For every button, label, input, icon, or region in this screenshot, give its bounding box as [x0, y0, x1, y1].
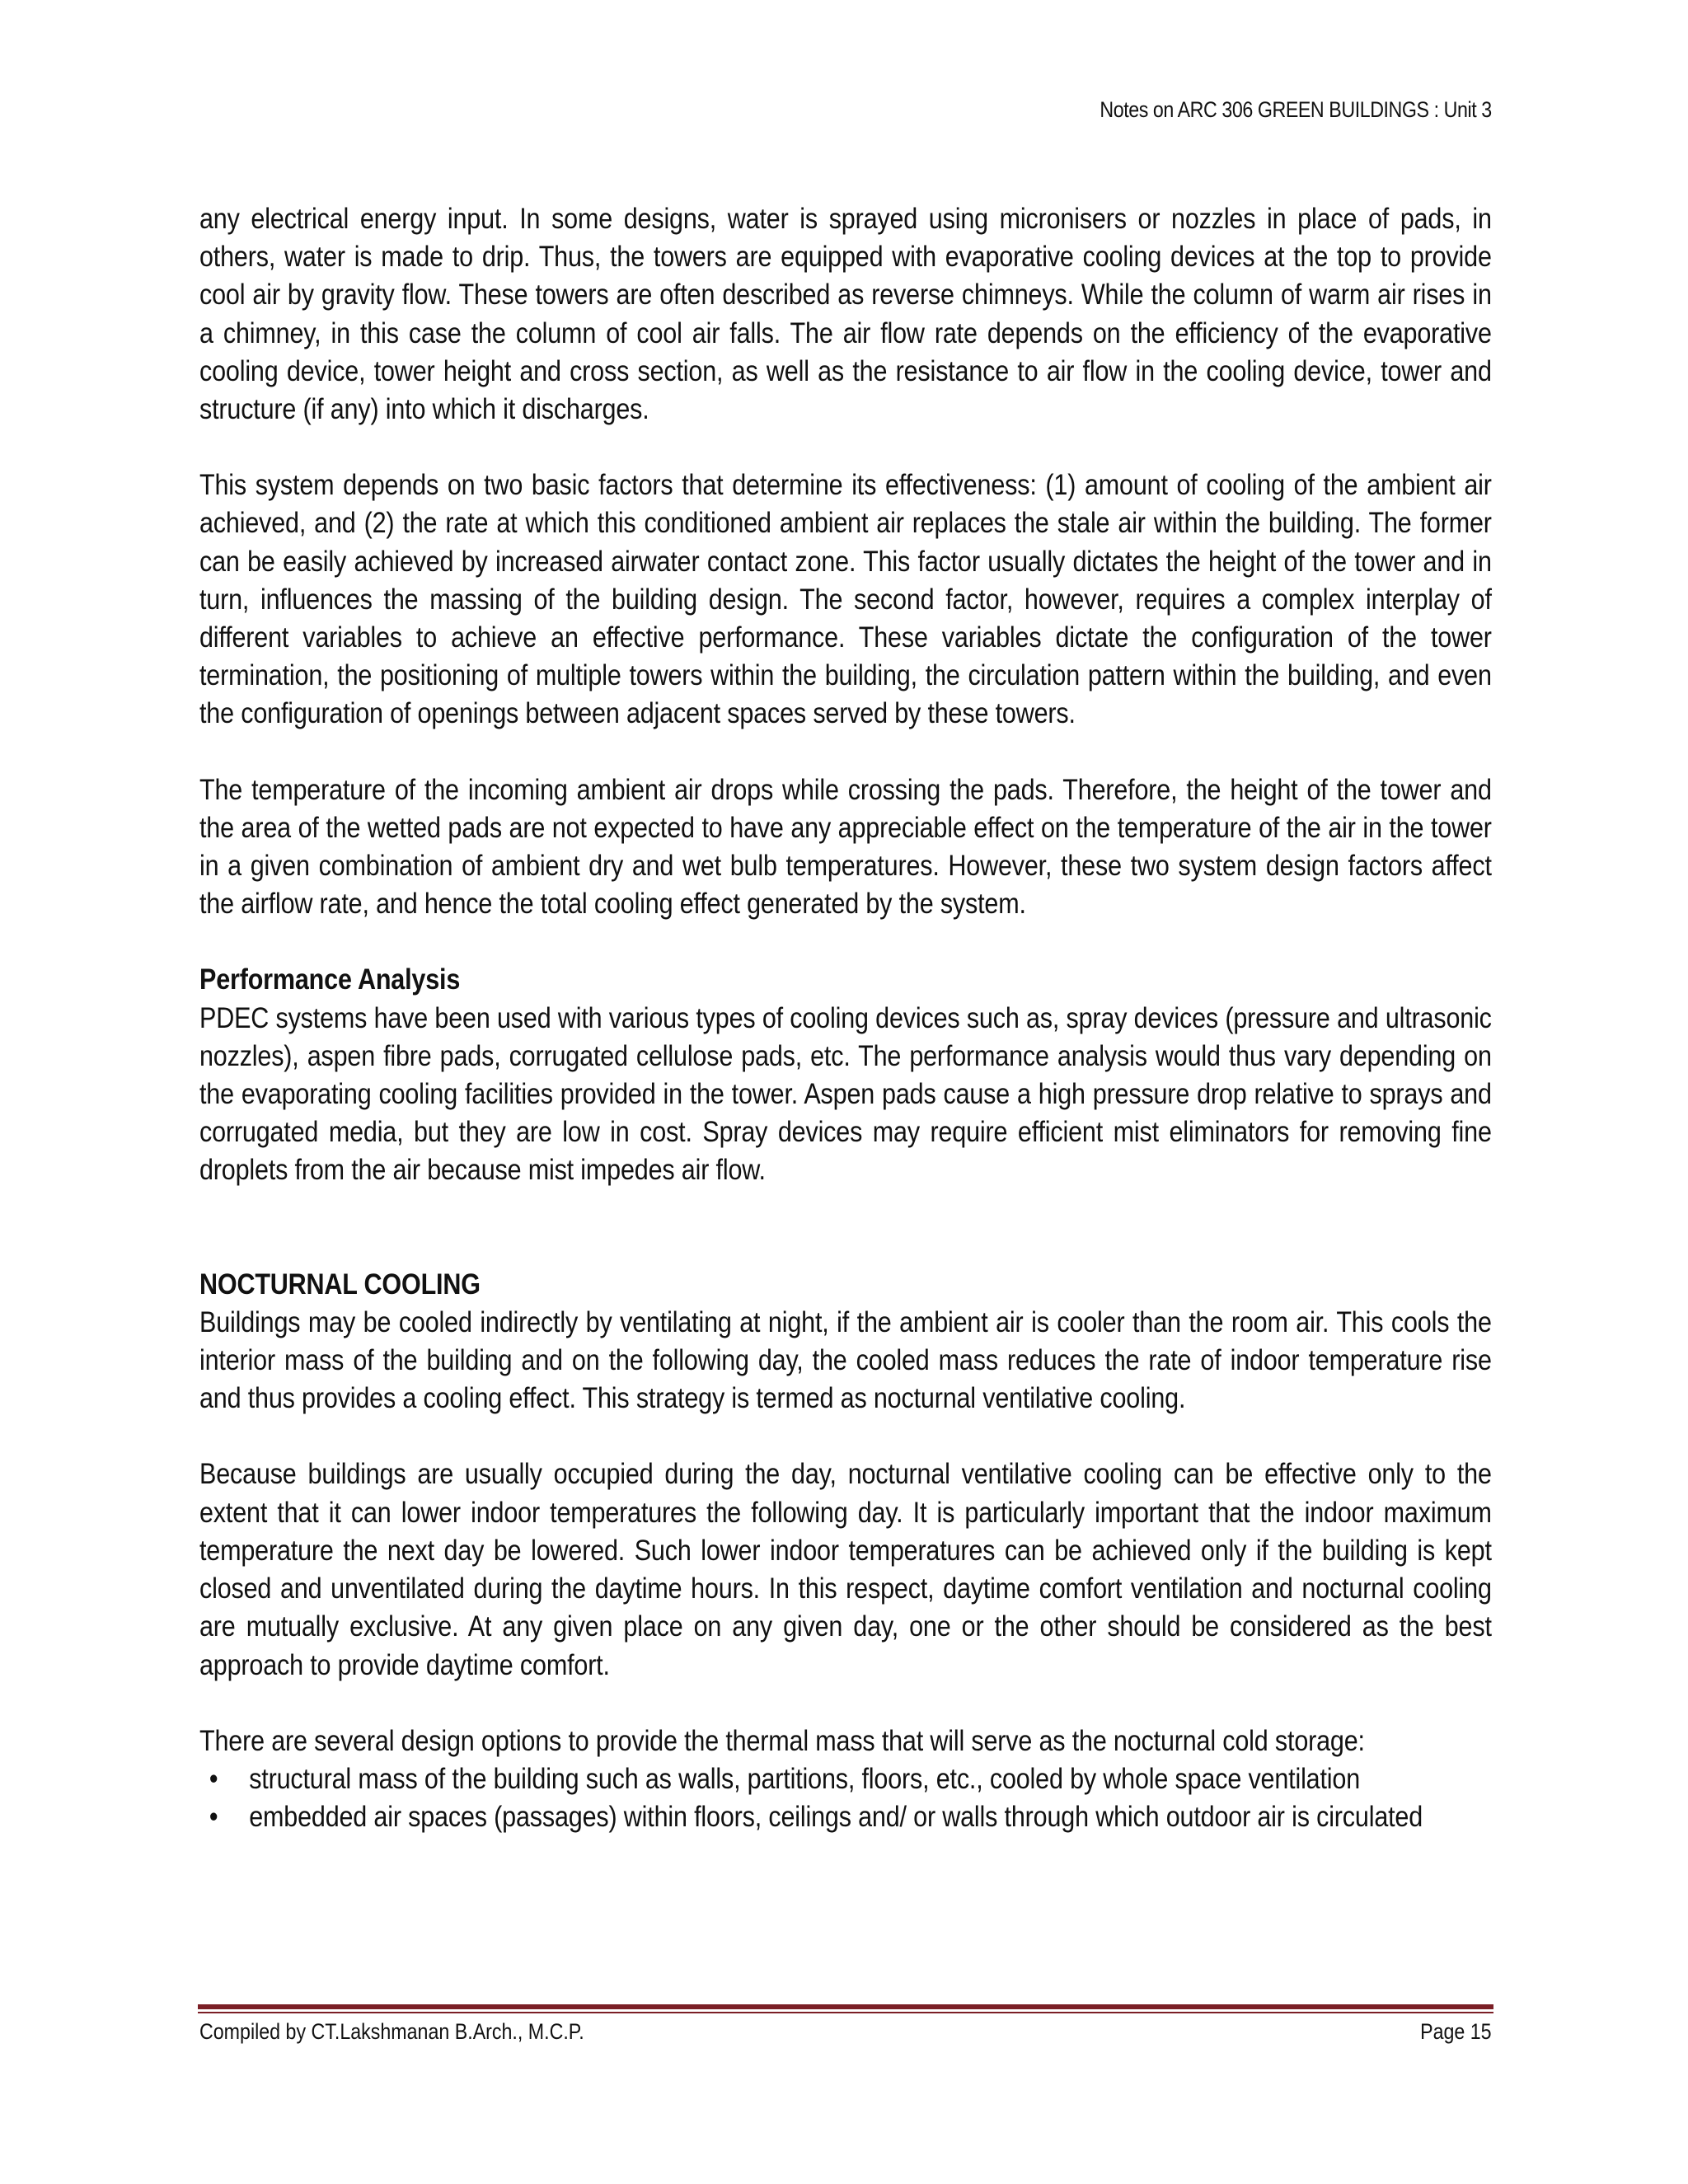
paragraph-evaporative-towers: any electrical energy input. In some designs, water is sprayed using micronisers or nozzles in place of pads, in others, water is made to drip. Thus, the towers are equipped with evaporative cooling devices at the top to provide cool air by gravity flow. These towers are often described as reverse chimneys. While the column of warm air rises in a chimney, in this case the column of cool air falls. The air flow rate depends on the efficiency of the evaporative cooling device, tower height and cross section, as well as the resistance to air flow in the cooling device, tower and structure (if any) into which it discharges.: [199, 202, 1492, 426]
heading-performance-analysis: Performance Analysis: [199, 963, 461, 996]
footer-rule: [198, 2004, 1493, 2009]
footer-page-number: Page 15: [1420, 2019, 1492, 2044]
heading-nocturnal-cooling: NOCTURNAL COOLING: [199, 1267, 481, 1301]
paragraph-design-options: There are several design options to provide the thermal mass that will serve as the nocturnal cold storage:: [199, 1723, 1365, 1757]
design-options-list: [199, 1760, 1492, 1835]
list-item-text: structural mass of the building such as walls, partitions, floors, etc., cooled by whole space ventilation: [249, 1761, 1361, 1795]
paragraph-nocturnal-intro: Buildings may be cooled indirectly by ventilating at night, if the ambient air is cooler than the room air. This cools the interior mass of the building and on the following day, the cooled mass reduces the rate of indoor temperature rise and thus provides a cooling effect. This strategy is termed as nocturnal ventilative cooling.: [199, 1305, 1492, 1415]
bullet-icon: •: [209, 1761, 218, 1795]
page-body-text: [199, 199, 1492, 1835]
paragraph-performance-analysis: PDEC systems have been used with various types of cooling devices such as, spray devices (pressure and ultrasonic nozzles), aspen fibre pads, corrugated cellulose pads, etc. The performance analysis would thus vary depending on the evaporating cooling facilities provided in the tower. Aspen pads cause a high pressure drop relative to sprays and corrugated media, but they are low in cost. Spray devices may require efficient mist eliminators for removing fine droplets from the air because mist impedes air flow.: [199, 1001, 1492, 1187]
footer-compiled-by: Compiled by CT.Lakshmanan B.Arch., M.C.P.: [199, 2019, 584, 2044]
list-item: [199, 1797, 1492, 1835]
bullet-icon: •: [209, 1800, 218, 1834]
list-item-text: embedded air spaces (passages) within floors, ceilings and/ or walls through which outdoor air is circulated: [249, 1800, 1423, 1834]
paragraph-ambient-temperature: The temperature of the incoming ambient air drops while crossing the pads. Therefore, the height of the tower and the area of the wetted pads are not expected to have any appreciable effect on the temperature of the air in the tower in a given combination of ambient dry and wet bulb temperatures. However, these two system design factors affect the airflow rate, and hence the total cooling effect generated by the system.: [199, 772, 1492, 921]
paragraph-daytime-occupancy: Because buildings are usually occupied during the day, nocturnal ventilative cooling can be effective only to the extent that it can lower indoor temperatures the following day. It is particularly important that the indoor maximum temperature the next day be lowered. Such lower indoor temperatures can be achieved only if the building is kept closed and unventilated during the daytime hours. In this respect, daytime comfort ventilation and nocturnal cooling are mutually exclusive. At any given place on any given day, one or the other should be considered as the best approach to provide daytime comfort.: [199, 1457, 1492, 1681]
running-header: Notes on ARC 306 GREEN BUILDINGS : Unit 3: [1100, 97, 1492, 122]
page-body: [199, 199, 1492, 1835]
paragraph-system-factors: This system depends on two basic factors that determine its effectiveness: (1) amount of cooling of the ambient air achieved, and (2) the rate at which this conditioned ambient air replaces the stale air within the building. The former can be easily achieved by increased airwater contact zone. This factor usually dictates the height of the tower and in turn, influences the massing of the building design. The second factor, however, requires a complex interplay of different variables to achieve an effective performance. These variables dictate the configuration of the tower termination, the positioning of multiple towers within the building, the circulation pattern within the building, and even the configuration of openings between adjacent spaces served by these towers.: [199, 468, 1492, 730]
list-item: [199, 1760, 1492, 1797]
footer-rule-thin: [198, 2012, 1493, 2013]
